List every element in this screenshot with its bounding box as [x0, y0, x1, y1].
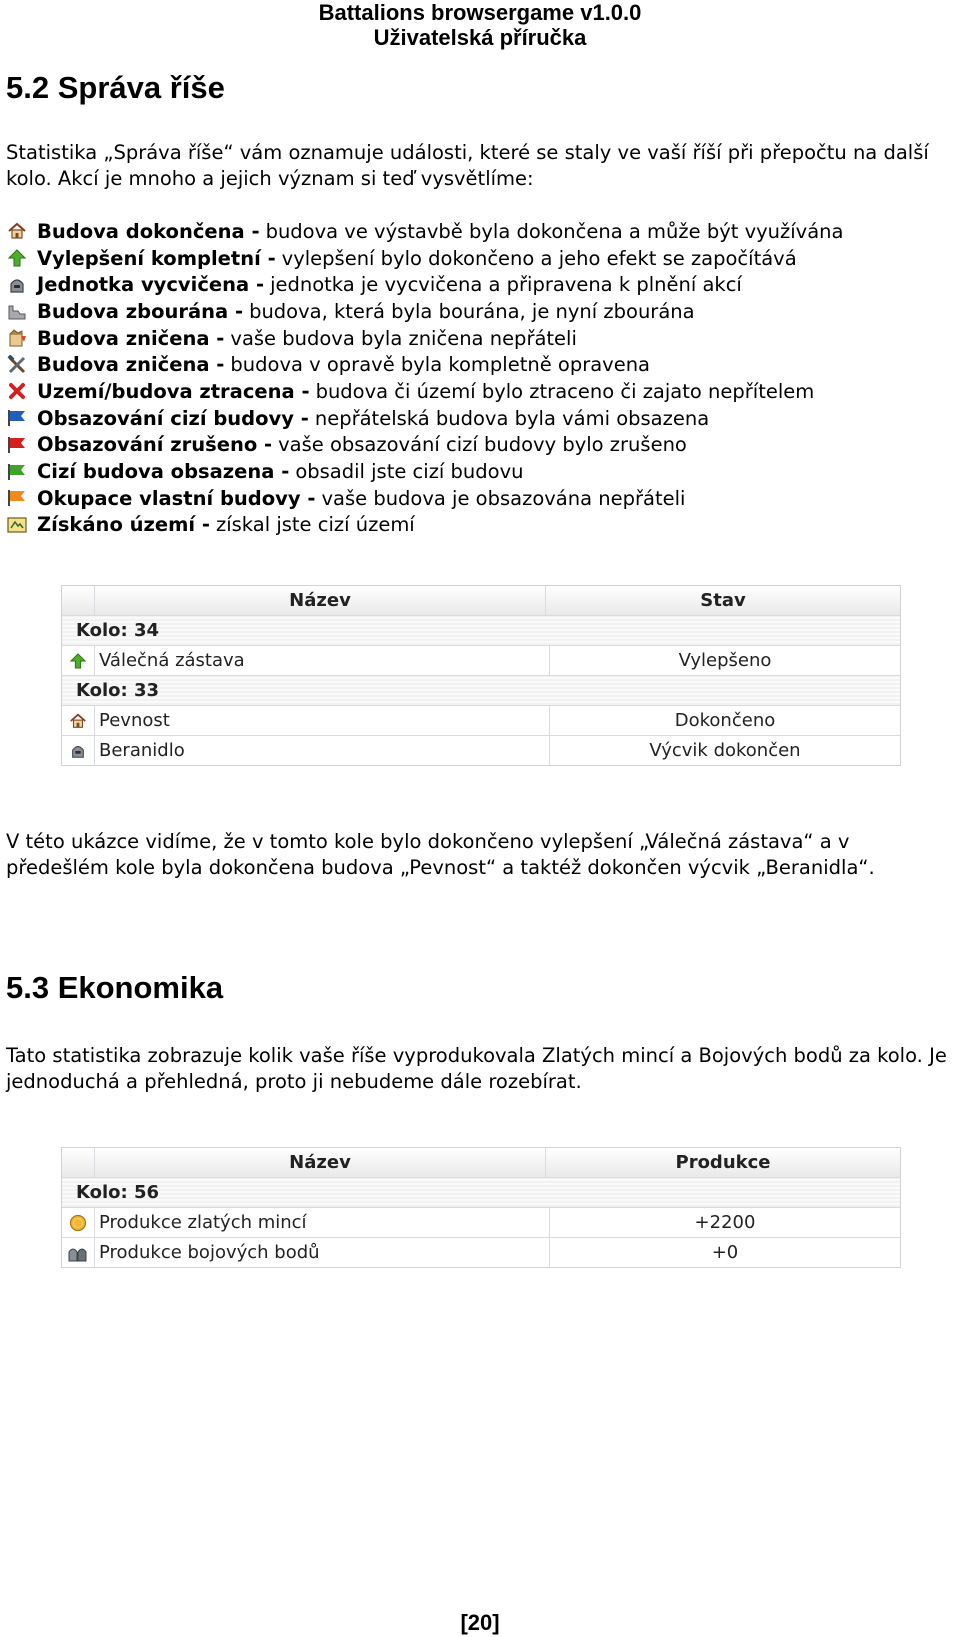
legend-desc: budova či území bylo ztraceno či zajato nepřítelem: [315, 379, 815, 403]
row-status: Dokončeno: [674, 710, 776, 731]
red-cross-icon: [6, 381, 28, 401]
row-name: Produkce bojových bodů: [95, 1238, 550, 1267]
legend-item: Budova zničena - vaše budova byla zničena nepřáteli: [6, 325, 956, 352]
header-title: Battalions browsergame v1.0.0: [318, 0, 642, 25]
legend-term: Budova zbourána: [37, 299, 229, 323]
unit-helmet-icon: [6, 275, 28, 295]
battle-points-icon: [62, 1238, 95, 1267]
table-row: [62, 645, 900, 675]
legend-desc: obsadil jste cizí budovu: [295, 460, 524, 484]
legend-desc: budova ve výstavbě byla dokončena a může být využívána: [265, 219, 844, 243]
house-icon: [6, 221, 28, 241]
legend-desc: vaše budova je obsazována nepřáteli: [321, 486, 686, 510]
row-status: Vylepšeno: [678, 650, 772, 671]
legend-term: Okupace vlastní budovy: [37, 486, 301, 510]
green-flag-icon: [6, 462, 28, 482]
economy-table: [61, 1147, 901, 1268]
column-header-status: Stav: [700, 590, 746, 611]
destroyed-building-icon: [6, 328, 28, 348]
page-number: [20]: [460, 1610, 500, 1635]
round-row: Kolo: 56: [62, 1177, 900, 1207]
legend-desc: vaše budova byla zničena nepřáteli: [230, 326, 577, 350]
section-53-intro: Tato statistika zobrazuje kolik vaše říše vyprodukovala Zlatých mincí a Bojových bodů za kolo. Je jednoduchá a přehledná, proto ji nebudeme dále rozebírat.: [6, 1044, 947, 1093]
legend-item: Obsazování zrušeno - vaše obsazování cizí budovy bylo zrušeno: [6, 432, 956, 459]
legend-desc: nepřátelská budova byla vámi obsazena: [314, 406, 710, 430]
legend-term: Vylepšení kompletní: [37, 246, 261, 270]
legend-item: Obsazování cizí budovy - nepřátelská budova byla vámi obsazena: [6, 405, 956, 432]
round-row: Kolo: 33: [62, 675, 900, 705]
header-subtitle: Uživatelská příručka: [373, 25, 587, 50]
round-row: Kolo: 34: [62, 615, 900, 645]
legend-desc: získal jste cizí území: [215, 513, 415, 537]
column-header-name: Název: [95, 1148, 546, 1177]
section-52-title: 5.2 Správa říše: [6, 70, 225, 105]
legend-item: Budova zničena - budova v opravě byla kompletně opravena: [6, 351, 956, 378]
legend-item: Získáno území - získal jste cizí území: [6, 512, 956, 539]
unit-helmet-icon: [62, 736, 95, 765]
column-header-production: Produkce: [675, 1152, 771, 1173]
legend-desc: vylepšení bylo dokončeno a jeho efekt se započítává: [281, 246, 797, 270]
legend-term: Jednotka vycvičena: [37, 273, 250, 297]
legend-item: Cizí budova obsazena - obsadil jste cizí budovu: [6, 458, 956, 485]
legend-desc: jednotka je vycvičena a připravena k plnění akcí: [270, 273, 742, 297]
event-legend: [6, 218, 956, 538]
legend-term: Uzemí/budova ztracena: [37, 379, 295, 403]
row-value: +0: [711, 1242, 739, 1263]
legend-item: Okupace vlastní budovy - vaše budova je obsazována nepřáteli: [6, 485, 956, 512]
legend-item: Vylepšení kompletní - vylepšení bylo dokončeno a jeho efekt se započítává: [6, 245, 956, 272]
row-status: Výcvik dokončen: [649, 740, 801, 761]
document-header: [290, 0, 670, 50]
row-name: Beranidlo: [95, 736, 550, 765]
legend-term: Obsazování zrušeno: [37, 433, 258, 457]
legend-term: Budova zničena: [37, 353, 210, 377]
legend-term: Budova zničena: [37, 326, 210, 350]
green-arrow-up-icon: [62, 646, 95, 675]
table-row: [62, 735, 900, 765]
legend-term: Budova dokončena: [37, 219, 245, 243]
row-value: +2200: [694, 1212, 756, 1233]
row-name: Produkce zlatých mincí: [95, 1208, 550, 1237]
orange-flag-icon: [6, 488, 28, 508]
example-paragraph: V této ukázce vidíme, že v tomto kole bylo dokončeno vylepšení „Válečná zástava“ a v předešlém kole byla dokončena budova „Pevnost“ a taktéž dokončen výcvik „Beranidla“.: [6, 830, 875, 879]
legend-desc: budova v opravě byla kompletně opravena: [230, 353, 651, 377]
table-row: [62, 1207, 900, 1237]
row-name: Pevnost: [95, 706, 550, 735]
table-row: [62, 705, 900, 735]
row-name: Válečná zástava: [95, 646, 550, 675]
legend-desc: budova, která byla bourána, je nyní zbourána: [249, 299, 695, 323]
red-flag-icon: [6, 435, 28, 455]
legend-desc: vaše obsazování cizí budovy bylo zrušeno: [278, 433, 687, 457]
legend-item: Uzemí/budova ztracena - budova či území bylo ztraceno či zajato nepřítelem: [6, 378, 956, 405]
demolished-building-icon: [6, 301, 28, 321]
legend-term: Obsazování cizí budovy: [37, 406, 294, 430]
table-header-row: [62, 586, 900, 615]
legend-item: Jednotka vycvičena - jednotka je vycvičena a připravena k plnění akcí: [6, 271, 956, 298]
blue-flag-icon: [6, 408, 28, 428]
gold-coin-icon: [62, 1208, 95, 1237]
table-row: [62, 1237, 900, 1267]
empire-events-table: [61, 585, 901, 766]
legend-item: Budova zbourána - budova, která byla bourána, je nyní zbourána: [6, 298, 956, 325]
repair-tools-icon: [6, 355, 28, 375]
green-arrow-up-icon: [6, 248, 28, 268]
section-53-title: 5.3 Ekonomika: [6, 970, 224, 1005]
column-header-name: Název: [95, 586, 546, 615]
territory-map-icon: [6, 515, 28, 535]
section-52-intro: Statistika „Správa říše“ vám oznamuje události, které se staly ve vaší říší při přepočtu na další kolo. Akcí je mnoho a jejich význam si teď vysvětlíme:: [6, 141, 929, 190]
legend-item: Budova dokončena - budova ve výstavbě byla dokončena a může být využívána: [6, 218, 956, 245]
table-header-row: [62, 1148, 900, 1177]
legend-term: Cizí budova obsazena: [37, 460, 275, 484]
house-icon: [62, 706, 95, 735]
legend-term: Získáno území: [37, 513, 196, 537]
